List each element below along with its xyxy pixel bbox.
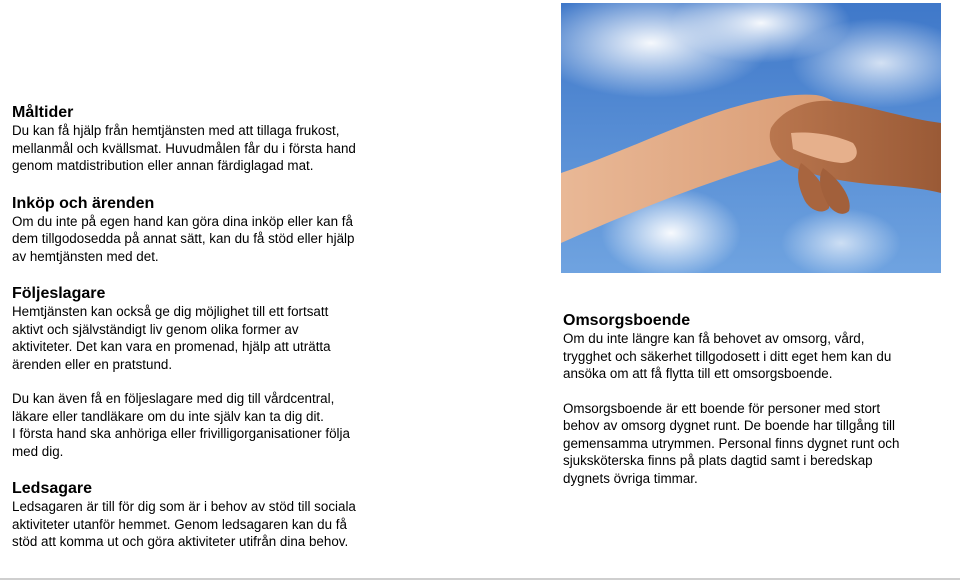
paragraph-line: gemensamma utrymmen. Personal finns dygnet runt och <box>563 435 900 451</box>
paragraph-line: ansöka om att få flytta till ett omsorgsboende. <box>563 366 833 381</box>
paragraph-line: med dig. <box>12 443 64 459</box>
paragraph-line: dygnets övriga timmar. <box>563 470 698 486</box>
heading-inkop: Inköp och ärenden <box>12 194 155 212</box>
paragraph-line: Du kan även få en följeslagare med dig till vårdcentral, <box>12 391 335 406</box>
paragraph-line: trygghet och säkerhet tillgodosett i ditt eget hem kan du <box>563 348 892 364</box>
paragraph-line: Hemtjänsten kan också ge dig möjlighet till ett fortsatt <box>12 304 329 319</box>
paragraph-line: aktiviteter. Det kan vara en promenad, hjälp att uträtta <box>12 339 331 354</box>
heading-maltider: Måltider <box>12 104 74 121</box>
section-inkop <box>12 194 412 266</box>
paragraph-line: ärenden eller en pratstund. <box>12 356 173 372</box>
paragraph-line: sjuksköterska finns på plats dagtid samt i beredskap <box>563 453 873 468</box>
heading-foljeslagare: Följeslagare <box>12 285 106 302</box>
paragraph-line: aktiviteter utanför hemmet. Genom ledsagaren kan du få <box>12 516 347 532</box>
right-column <box>563 311 953 487</box>
section-omsorgsboende <box>563 311 953 487</box>
handshake-icon <box>561 3 941 273</box>
heading-omsorgsboende: Omsorgsboende <box>563 312 691 329</box>
section-foljeslagare <box>12 284 412 460</box>
paragraph-line: behov av omsorg dygnet runt. De boende har tillgång till <box>563 418 895 433</box>
heading-ledsagare: Ledsagare <box>12 480 93 497</box>
paragraph-line: läkare eller tandläkare om du inte själv kan ta dig dit. <box>12 408 324 424</box>
page-divider <box>0 578 960 580</box>
paragraph-line: stöd att komma ut och göra aktiviteter utifrån dina behov. <box>12 534 349 549</box>
section-ledsagare <box>12 479 412 551</box>
paragraph-line: Du kan få hjälp från hemtjänsten med att tillaga frukost, <box>12 123 340 138</box>
paragraph-line: Ledsagaren är till för dig som är i behov av stöd till sociala <box>12 499 356 514</box>
paragraph-line: av hemtjänsten med det. <box>12 248 159 264</box>
paragraph-line: aktivt och självständigt liv genom olika former av <box>12 321 299 337</box>
paragraph-line: Omsorgsboende är ett boende för personer med stort <box>563 400 881 416</box>
paragraph-line: genom matdistribution eller annan färdiglagad mat. <box>12 158 314 173</box>
paragraph-line: Om du inte längre kan få behovet av omsorg, vård, <box>563 331 865 346</box>
section-maltider <box>12 103 412 175</box>
paragraph-line: Om du inte på egen hand kan göra dina inköp eller kan få <box>12 213 353 229</box>
paragraph-line: dem tillgodosedda på annat sätt, kan du få stöd eller hjälp <box>12 231 355 246</box>
paragraph-line: mellanmål och kvällsmat. Huvudmålen får du i första hand <box>12 140 356 156</box>
left-column <box>12 103 412 551</box>
paragraph-line: I första hand ska anhöriga eller frivilligorganisationer följa <box>12 426 350 441</box>
handshake-photo <box>561 3 941 273</box>
